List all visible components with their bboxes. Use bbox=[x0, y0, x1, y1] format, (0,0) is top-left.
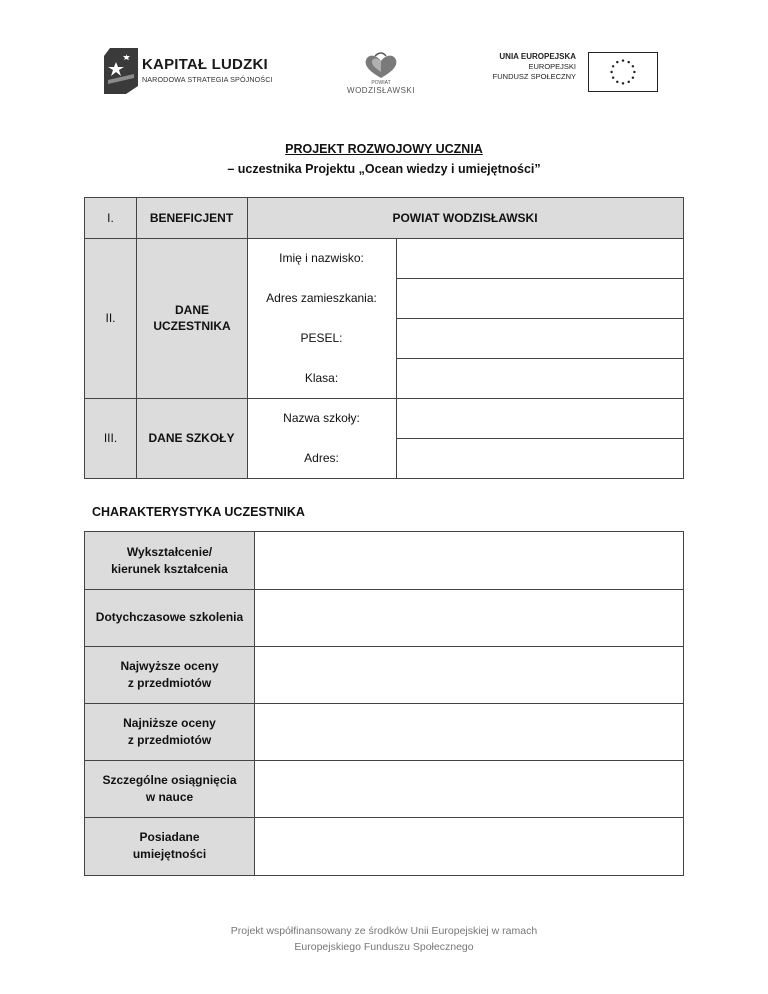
achievements-input-cell[interactable] bbox=[255, 761, 683, 817]
field-label-class: Klasa: bbox=[304, 371, 339, 385]
eu-line3: FUNDUSZ SPOŁECZNY bbox=[492, 72, 576, 81]
char-label-skills bbox=[85, 817, 254, 875]
eu-line1: UNIA EUROPEJSKA bbox=[499, 52, 576, 61]
powiat-small-label: POWIAT bbox=[371, 80, 391, 86]
char-label-education-line1: Wykształcenie/ bbox=[126, 544, 213, 559]
education-input-cell[interactable] bbox=[255, 532, 683, 589]
char-label-skills-line1: Posiadane bbox=[139, 830, 200, 844]
char-label-lowest-grades bbox=[85, 703, 254, 760]
char-label-highest-grades-line1: Najwyższe oceny bbox=[120, 658, 219, 673]
char-label-skills-line2: umiejętności bbox=[132, 847, 207, 861]
highest-grades-input-cell[interactable] bbox=[255, 647, 683, 703]
characteristics-table bbox=[84, 531, 684, 876]
char-label-highest-grades bbox=[85, 646, 254, 703]
char-label-lowest-grades-line1: Najniższe oceny bbox=[123, 715, 216, 730]
powiat-heart-icon bbox=[362, 52, 400, 80]
school-data-label: DANE SZKOŁY bbox=[148, 431, 235, 445]
kapital-ludzki-subtitle: NARODOWA STRATEGIA SPÓJNOŚCI bbox=[142, 75, 273, 84]
kapital-ludzki-emblem-icon bbox=[104, 48, 138, 94]
field-label-school-name: Nazwa szkoły: bbox=[283, 411, 360, 425]
char-label-trainings-line1: Dotychczasowe szkolenia bbox=[95, 610, 244, 624]
lowest-grades-input-cell[interactable] bbox=[255, 704, 683, 760]
kapital-ludzki-logo bbox=[104, 48, 274, 96]
school-name-input-cell[interactable] bbox=[397, 399, 683, 438]
kapital-ludzki-title: KAPITAŁ LUDZKI bbox=[142, 56, 268, 73]
class-input-cell[interactable] bbox=[397, 359, 683, 398]
school-address-input-cell[interactable] bbox=[397, 439, 683, 478]
footer bbox=[0, 923, 768, 955]
trainings-input-cell[interactable] bbox=[255, 590, 683, 646]
char-label-education-line2: kierunek kształcenia bbox=[111, 561, 228, 576]
char-label-achievements-line1: Szczególne osiągnięcia bbox=[102, 772, 237, 787]
powiat-name-label: WODZISŁAWSKI bbox=[347, 86, 415, 95]
participant-data-label: DANE UCZESTNIKA bbox=[153, 303, 231, 333]
char-label-education bbox=[85, 532, 254, 589]
char-label-trainings bbox=[85, 589, 254, 646]
address-input-cell[interactable] bbox=[397, 279, 683, 318]
field-label-name: Imię i nazwisko: bbox=[279, 251, 364, 265]
char-label-achievements-line2: w nauce bbox=[145, 789, 194, 804]
char-label-lowest-grades-line2: z przedmiotów bbox=[127, 732, 212, 747]
eu-text-block bbox=[478, 52, 576, 82]
row-number-1: I. bbox=[107, 211, 114, 225]
document-title: PROJEKT ROZWOJOWY UCZNIA bbox=[285, 142, 483, 156]
footer-line2: Europejskiego Funduszu Społecznego bbox=[294, 941, 474, 953]
beneficiary-value: POWIAT WODZISŁAWSKI bbox=[392, 211, 538, 225]
row-number-2: II. bbox=[105, 311, 116, 325]
eu-logo bbox=[478, 52, 662, 92]
beneficiary-label: BENEFICJENT bbox=[149, 211, 234, 225]
field-label-pesel: PESEL: bbox=[300, 331, 343, 345]
char-label-achievements bbox=[85, 760, 254, 817]
document-subtitle: – uczestnika Projektu „Ocean wiedzy i umiejętności” bbox=[227, 162, 541, 176]
pesel-input-cell[interactable] bbox=[397, 319, 683, 358]
name-input-cell[interactable] bbox=[397, 239, 683, 278]
participant-data-table bbox=[84, 197, 684, 479]
eu-flag-icon bbox=[588, 52, 658, 92]
eu-line2: EUROPEJSKI bbox=[528, 62, 576, 71]
field-label-school-address: Adres: bbox=[304, 451, 339, 465]
skills-input-cell[interactable] bbox=[255, 818, 683, 875]
char-label-highest-grades-line2: z przedmiotów bbox=[127, 675, 212, 690]
row-number-3: III. bbox=[103, 431, 118, 445]
powiat-wodzislawski-logo bbox=[336, 52, 426, 98]
characteristics-heading: CHARAKTERYSTYKA UCZESTNIKA bbox=[92, 505, 305, 519]
footer-line1: Projekt współfinansowany ze środków Unii Europejskiej w ramach bbox=[230, 925, 538, 937]
field-label-address: Adres zamieszkania: bbox=[266, 291, 377, 305]
